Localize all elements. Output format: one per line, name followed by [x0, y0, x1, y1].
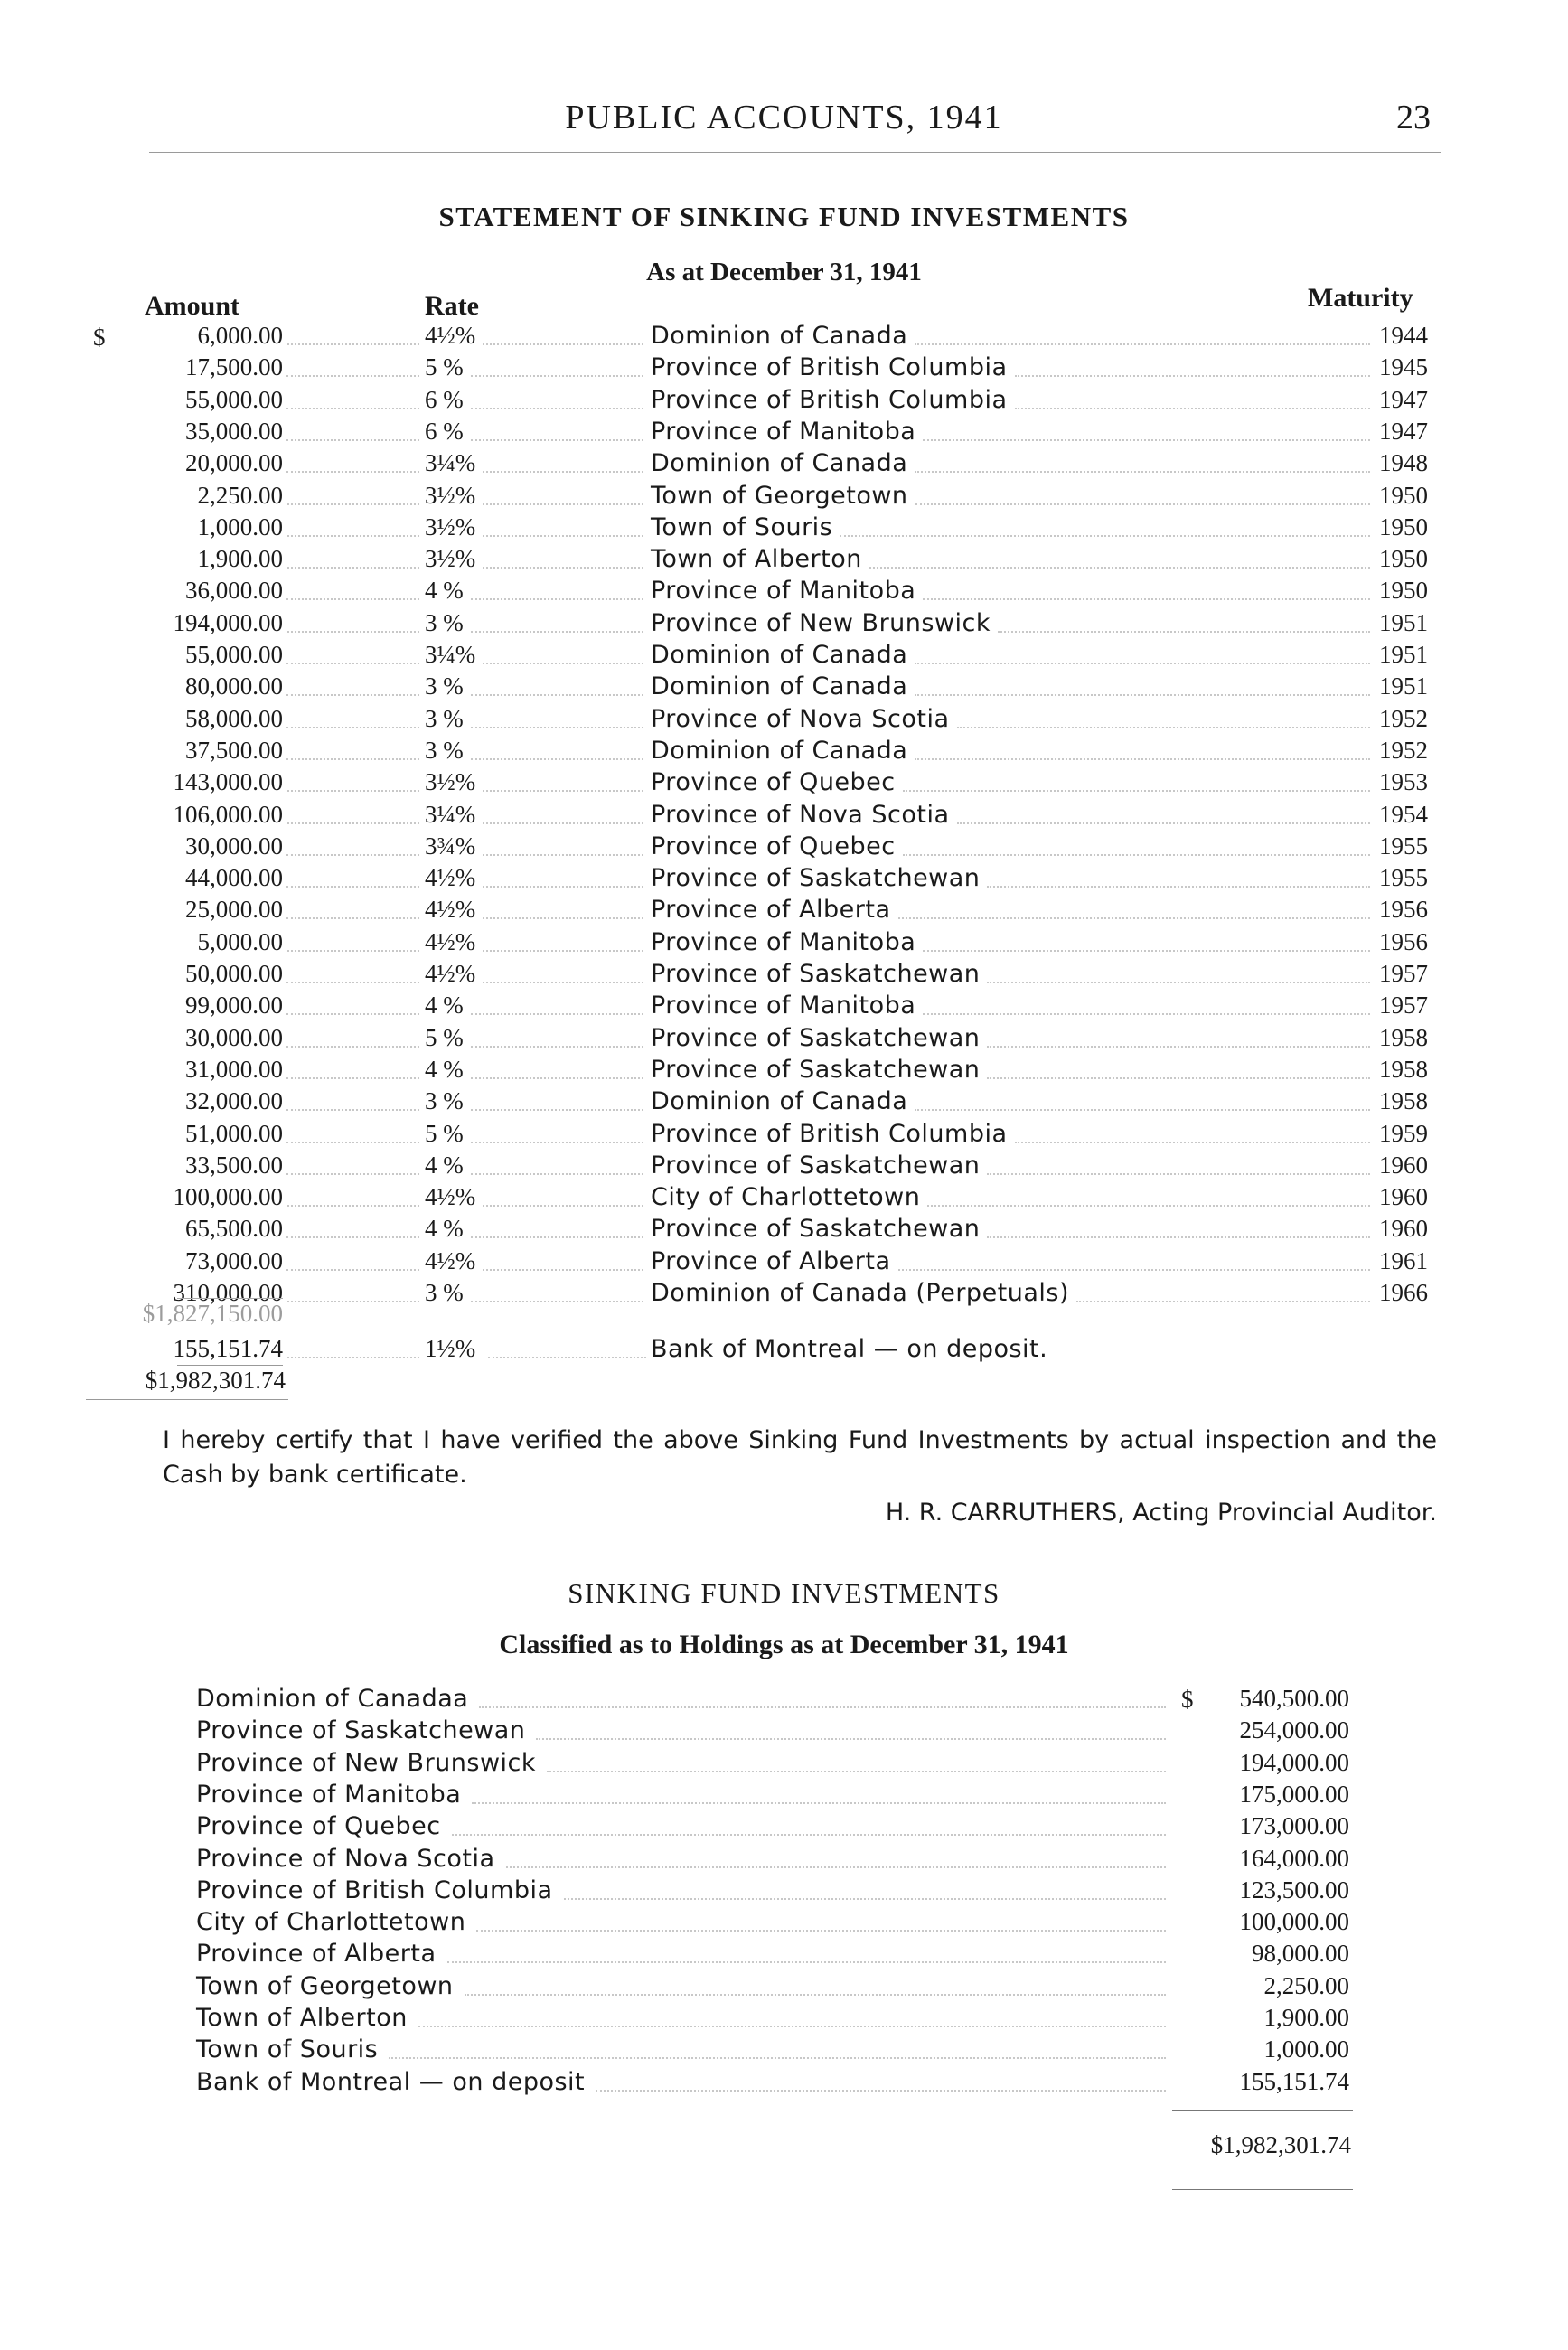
leader-dots [471, 982, 643, 1015]
investment-amount: 99,000.00 [185, 992, 283, 1019]
leader-dots [471, 408, 643, 441]
holdings-total-underline [1172, 2189, 1353, 2190]
leader-dots [483, 631, 643, 664]
leader-dots [452, 1802, 1166, 1836]
investment-issuer: City of Charlottetown [651, 1183, 921, 1211]
investment-issuer: Province of Alberta [651, 1247, 891, 1275]
leader-dots [476, 1898, 1166, 1932]
investment-amount: 80,000.00 [185, 672, 283, 700]
leader-dots [447, 1930, 1166, 1963]
leader-dots [596, 2058, 1166, 2092]
leader-dots [287, 1173, 419, 1207]
column-header-rate: Rate [425, 291, 479, 321]
holding-amount: 173,000.00 [1239, 1812, 1349, 1839]
leader-dots [987, 1046, 1370, 1079]
leader-dots [472, 1771, 1166, 1804]
investment-issuer: Province of Saskatchewan [651, 864, 981, 892]
leader-dots [287, 758, 419, 792]
holdings-title: SINKING FUND INVESTMENTS [568, 1577, 1000, 1609]
investment-maturity: 1960 [1379, 1152, 1428, 1179]
leader-dots [471, 376, 643, 409]
leader-dots [286, 631, 419, 664]
investment-issuer: Dominion of Canada (Perpetuals) [651, 1279, 1070, 1307]
investment-issuer: Province of Manitoba [651, 992, 916, 1020]
leader-dots [465, 1962, 1166, 1996]
leader-dots [483, 503, 643, 537]
leader-dots [286, 1014, 419, 1048]
investment-issuer: Province of Nova Scotia [651, 705, 950, 733]
holding-label: Town of Georgetown [196, 1972, 454, 2000]
leader-dots [471, 1014, 643, 1048]
leader-dots [471, 1205, 643, 1238]
holding-amount: 194,000.00 [1239, 1749, 1349, 1776]
investment-amount: 106,000.00 [173, 801, 283, 828]
investment-rate: 3¼% [425, 641, 476, 668]
leader-dots [471, 695, 643, 728]
holding-amount: 254,000.00 [1239, 1716, 1349, 1744]
holdings-subtitle: Classified as to Holdings as at December 31, 1941 [499, 1630, 1069, 1659]
holding-amount: 1,900.00 [1263, 2004, 1349, 2031]
leader-dots [286, 822, 419, 856]
leader-dots [898, 1237, 1370, 1271]
leader-dots [286, 1077, 419, 1111]
investment-issuer: Province of Saskatchewan [651, 1215, 981, 1243]
leader-dots [957, 695, 1370, 728]
investment-issuer: Province of Manitoba [651, 577, 916, 605]
leader-dots [286, 950, 419, 983]
holding-amount: 2,250.00 [1263, 1972, 1349, 1999]
leader-dots [286, 376, 419, 409]
leader-dots [286, 567, 419, 600]
investment-maturity: 1958 [1379, 1087, 1428, 1114]
holding-amount: 155,151.74 [1239, 2068, 1349, 2095]
investment-amount: 35,000.00 [185, 418, 283, 445]
holding-amount: 540,500.00 [1239, 1685, 1349, 1712]
leader-dots [927, 1173, 1370, 1207]
investment-amount: 36,000.00 [185, 577, 283, 604]
column-header-maturity: Maturity [1308, 283, 1413, 313]
investment-maturity: 1950 [1379, 545, 1428, 572]
leader-dots [287, 599, 419, 633]
investment-rate: 4 % [425, 577, 464, 604]
leader-dots [471, 1077, 643, 1111]
holding-label: Province of British Columbia [196, 1876, 553, 1904]
leader-dots [418, 1994, 1166, 2027]
holding-amount: 98,000.00 [1252, 1940, 1349, 1967]
investment-issuer: Province of Quebec [651, 768, 896, 796]
leader-dots [483, 791, 643, 824]
investment-maturity: 1950 [1379, 482, 1428, 509]
leader-dots [483, 822, 643, 856]
holding-amount: 123,500.00 [1239, 1876, 1349, 1904]
leader-dots [483, 1173, 643, 1207]
leader-dots [483, 472, 643, 505]
leader-dots [471, 567, 643, 600]
running-title: PUBLIC ACCOUNTS, 1941 [565, 99, 1003, 136]
investment-issuer: Province of Alberta [651, 896, 891, 924]
holding-label: City of Charlottetown [196, 1908, 466, 1936]
investment-rate: 4 % [425, 1215, 464, 1242]
leader-dots [286, 663, 419, 696]
investment-maturity: 1956 [1379, 928, 1428, 955]
investment-issuer: Province of Manitoba [651, 928, 916, 956]
investment-rate: 3½% [425, 513, 476, 540]
leader-dots [1015, 343, 1370, 377]
leader-dots [987, 854, 1370, 888]
holdings-total-amount: $1,982,301.74 [1210, 2131, 1351, 2158]
investment-rate: 3 % [425, 705, 464, 732]
holding-label: Province of Nova Scotia [196, 1845, 495, 1873]
investment-amount: 58,000.00 [185, 705, 283, 732]
investment-amount: 50,000.00 [185, 960, 283, 987]
investment-rate: 5 % [425, 1120, 464, 1147]
leader-dots [915, 472, 1370, 505]
leader-dots [287, 791, 419, 824]
investment-rate: 3 % [425, 737, 464, 764]
investment-rate: 4½% [425, 928, 476, 955]
investment-rate: 4 % [425, 1056, 464, 1083]
investment-issuer: Province of British Columbia [651, 386, 1008, 414]
leader-dots [389, 2026, 1166, 2059]
leader-dots [898, 886, 1370, 919]
investment-rate: 3 % [425, 609, 464, 636]
investment-amount: 100,000.00 [173, 1183, 283, 1210]
bank-issuer: Bank of Montreal — on deposit. [651, 1335, 1048, 1363]
leader-dots [287, 312, 419, 345]
investment-issuer: Town of Souris [651, 513, 833, 541]
leader-dots [286, 439, 419, 473]
leader-dots [471, 727, 643, 760]
investment-amount: 30,000.00 [185, 1024, 283, 1051]
investment-issuer: Province of Saskatchewan [651, 960, 981, 988]
subtotal-amount: $1,827,150.00 [142, 1300, 283, 1327]
investment-issuer: Province of Manitoba [651, 418, 916, 446]
leader-dots [547, 1739, 1166, 1772]
leader-dots [287, 472, 419, 505]
investment-amount: 31,000.00 [185, 1056, 283, 1083]
subtotal-rule [177, 1298, 283, 1299]
leader-dots [923, 567, 1370, 600]
investment-rate: 3½% [425, 768, 476, 795]
holding-label: Dominion of Canadaa [196, 1685, 469, 1713]
leader-dots [286, 1142, 419, 1175]
grand-total-amount: $1,982,301.74 [145, 1367, 286, 1394]
investment-amount: 1,000.00 [197, 513, 283, 540]
grand-total-rule [177, 1365, 283, 1366]
leader-dots [987, 1205, 1370, 1238]
leader-dots [903, 822, 1370, 856]
leader-dots [506, 1835, 1166, 1868]
investment-rate: 4 % [425, 992, 464, 1019]
investment-rate: 4½% [425, 322, 476, 349]
leader-dots [915, 1077, 1370, 1111]
investment-amount: 310,000.00 [173, 1279, 283, 1306]
holding-label: Bank of Montreal — on deposit [196, 2068, 586, 2096]
leader-dots [923, 918, 1370, 952]
leader-dots [915, 663, 1370, 696]
leader-dots [483, 758, 643, 792]
investment-rate: 3¼% [425, 449, 476, 476]
investment-amount: 2,250.00 [197, 482, 283, 509]
holdings-currency-symbol: $ [1181, 1686, 1194, 1713]
leader-dots [488, 1325, 646, 1358]
leader-dots [286, 982, 419, 1015]
investment-amount: 73,000.00 [185, 1247, 283, 1274]
investment-amount: 30,000.00 [185, 832, 283, 860]
investment-issuer: Dominion of Canada [651, 449, 908, 477]
holding-amount: 164,000.00 [1239, 1845, 1349, 1872]
auditor-signature: H. R. CARRUTHERS, Acting Provincial Auditor. [885, 1499, 1437, 1527]
investment-maturity: 1953 [1379, 768, 1428, 795]
leader-dots [840, 503, 1370, 537]
leader-dots [479, 1675, 1166, 1708]
leader-dots [287, 1325, 419, 1358]
holdings-total-rule [1172, 2110, 1353, 2111]
leader-dots [287, 918, 419, 952]
investment-amount: 51,000.00 [185, 1120, 283, 1147]
investment-rate: 4 % [425, 1152, 464, 1179]
investment-amount: 55,000.00 [185, 641, 283, 668]
investment-amount: 6,000.00 [197, 322, 283, 349]
investment-amount: 194,000.00 [173, 609, 283, 636]
investment-maturity: 1952 [1379, 737, 1428, 764]
leader-dots [915, 439, 1370, 473]
investment-amount: 1,900.00 [197, 545, 283, 572]
column-header-amount: Amount [145, 291, 240, 321]
investment-issuer: Dominion of Canada [651, 1087, 908, 1115]
investment-maturity: 1958 [1379, 1024, 1428, 1051]
leader-dots [915, 312, 1370, 345]
leader-dots [915, 631, 1370, 664]
leader-dots [287, 503, 419, 537]
investment-issuer: Town of Georgetown [651, 482, 908, 510]
leader-dots [998, 599, 1370, 633]
investment-maturity: 1956 [1379, 896, 1428, 923]
investment-issuer: Dominion of Canada [651, 641, 908, 669]
leader-dots [903, 758, 1370, 792]
holding-label: Town of Alberton [196, 2004, 408, 2032]
investment-maturity: 1960 [1379, 1215, 1428, 1242]
investment-maturity: 1958 [1379, 1056, 1428, 1083]
investment-rate: 5 % [425, 1024, 464, 1051]
leader-dots [287, 535, 419, 569]
investment-rate: 3½% [425, 545, 476, 572]
investment-rate: 5 % [425, 353, 464, 381]
investment-amount: 32,000.00 [185, 1087, 283, 1114]
leader-dots [483, 439, 643, 473]
investment-issuer: Dominion of Canada [651, 672, 908, 700]
holding-label: Province of Manitoba [196, 1781, 462, 1809]
statement-title: STATEMENT OF SINKING FUND INVESTMENTS [438, 201, 1130, 232]
investment-issuer: Province of British Columbia [651, 1120, 1008, 1148]
investment-maturity: 1947 [1379, 418, 1428, 445]
investment-issuer: Dominion of Canada [651, 737, 908, 765]
investment-maturity: 1957 [1379, 960, 1428, 987]
holding-label: Town of Souris [196, 2035, 379, 2063]
investment-amount: 33,500.00 [185, 1152, 283, 1179]
currency-symbol: $ [93, 324, 106, 351]
investment-rate: 4½% [425, 864, 476, 891]
investment-rate: 4½% [425, 1247, 476, 1274]
leader-dots [987, 950, 1370, 983]
leader-dots [564, 1866, 1166, 1900]
investment-maturity: 1955 [1379, 832, 1428, 860]
leader-dots [286, 343, 419, 377]
investment-maturity: 1952 [1379, 705, 1428, 732]
holding-label: Province of Saskatchewan [196, 1716, 526, 1744]
leader-dots [286, 1046, 419, 1079]
leader-dots [287, 1269, 419, 1302]
investment-maturity: 1955 [1379, 864, 1428, 891]
investment-maturity: 1961 [1379, 1247, 1428, 1274]
grand-total-underline [86, 1399, 288, 1400]
investment-amount: 44,000.00 [185, 864, 283, 891]
investment-rate: 4½% [425, 960, 476, 987]
investment-amount: 25,000.00 [185, 896, 283, 923]
investment-maturity: 1954 [1379, 801, 1428, 828]
investment-amount: 55,000.00 [185, 386, 283, 413]
leader-dots [286, 408, 419, 441]
holding-amount: 175,000.00 [1239, 1781, 1349, 1808]
leader-dots [915, 727, 1370, 760]
leader-dots [957, 791, 1370, 824]
auditor-certification: I hereby certify that I have verified the above Sinking Fund Investments by actual inspection and the Cash by bank certificate. [163, 1426, 1437, 1489]
investment-rate: 3¼% [425, 801, 476, 828]
investment-issuer: Province of Saskatchewan [651, 1152, 981, 1180]
holding-label: Province of Quebec [196, 1812, 441, 1840]
leader-dots [471, 1110, 643, 1143]
investment-maturity: 1966 [1379, 1279, 1428, 1306]
leader-dots [286, 727, 419, 760]
investment-maturity: 1947 [1379, 386, 1428, 413]
investment-rate: 3¾% [425, 832, 476, 860]
holding-amount: 100,000.00 [1239, 1908, 1349, 1935]
leader-dots [286, 886, 419, 919]
bank-amount: 155,151.74 [173, 1335, 283, 1362]
investment-rate: 6 % [425, 418, 464, 445]
leader-dots [869, 535, 1370, 569]
investment-rate: 6 % [425, 386, 464, 413]
investment-rate: 4½% [425, 1183, 476, 1210]
leader-dots [471, 1142, 643, 1175]
investment-maturity: 1950 [1379, 513, 1428, 540]
investment-issuer: Province of British Columbia [651, 353, 1008, 381]
leader-dots [483, 312, 643, 345]
leader-dots [483, 854, 643, 888]
investment-issuer: Province of Quebec [651, 832, 896, 860]
investment-amount: 37,500.00 [185, 737, 283, 764]
investment-issuer: Town of Alberton [651, 545, 862, 573]
investment-rate: 3 % [425, 672, 464, 700]
investment-amount: 17,500.00 [185, 353, 283, 381]
investment-rate: 4½% [425, 896, 476, 923]
leader-dots [1076, 1269, 1370, 1302]
holding-amount: 1,000.00 [1263, 2035, 1349, 2063]
leader-dots [286, 1205, 419, 1238]
header-rule [149, 152, 1441, 153]
investment-rate: 3 % [425, 1279, 464, 1306]
investment-maturity: 1959 [1379, 1120, 1428, 1147]
investment-maturity: 1960 [1379, 1183, 1428, 1210]
bank-rate: 1½% [425, 1335, 476, 1362]
leader-dots [471, 1046, 643, 1079]
bank-deposit-row [0, 1333, 1568, 1365]
investment-maturity: 1957 [1379, 992, 1428, 1019]
investment-issuer: Province of Saskatchewan [651, 1024, 981, 1052]
investment-rate: 3½% [425, 482, 476, 509]
investment-maturity: 1948 [1379, 449, 1428, 476]
leader-dots [471, 1269, 643, 1302]
investment-maturity: 1945 [1379, 353, 1428, 381]
investment-maturity: 1951 [1379, 641, 1428, 668]
leader-dots [536, 1706, 1166, 1740]
investment-maturity: 1951 [1379, 609, 1428, 636]
investment-rate: 3 % [425, 1087, 464, 1114]
investment-maturity: 1951 [1379, 672, 1428, 700]
leader-dots [286, 854, 419, 888]
investment-amount: 5,000.00 [197, 928, 283, 955]
investment-amount: 65,500.00 [185, 1215, 283, 1242]
leader-dots [1015, 376, 1370, 409]
leader-dots [1015, 1110, 1370, 1143]
leader-dots [987, 1142, 1370, 1175]
leader-dots [471, 343, 643, 377]
investment-issuer: Province of Saskatchewan [651, 1056, 981, 1084]
leader-dots [483, 950, 643, 983]
leader-dots [483, 918, 643, 952]
investment-maturity: 1950 [1379, 577, 1428, 604]
leader-dots [483, 886, 643, 919]
investment-maturity: 1944 [1379, 322, 1428, 349]
holding-row [0, 2066, 1568, 2098]
leader-dots [286, 1110, 419, 1143]
page-number: 23 [1396, 99, 1431, 136]
leader-dots [923, 408, 1370, 441]
holding-label: Province of Alberta [196, 1940, 437, 1968]
investment-issuer: Province of New Brunswick [651, 609, 991, 637]
leader-dots [987, 1014, 1370, 1048]
investment-amount: 20,000.00 [185, 449, 283, 476]
leader-dots [471, 663, 643, 696]
holding-label: Province of New Brunswick [196, 1749, 537, 1777]
statement-subtitle: As at December 31, 1941 [646, 258, 922, 287]
investment-issuer: Province of Nova Scotia [651, 801, 950, 829]
leader-dots [471, 599, 643, 633]
leader-dots [923, 982, 1370, 1015]
investment-amount: 143,000.00 [173, 768, 283, 795]
leader-dots [483, 1237, 643, 1271]
leader-dots [286, 695, 419, 728]
leader-dots [286, 1237, 419, 1271]
investment-issuer: Dominion of Canada [651, 322, 908, 350]
leader-dots [483, 535, 643, 569]
